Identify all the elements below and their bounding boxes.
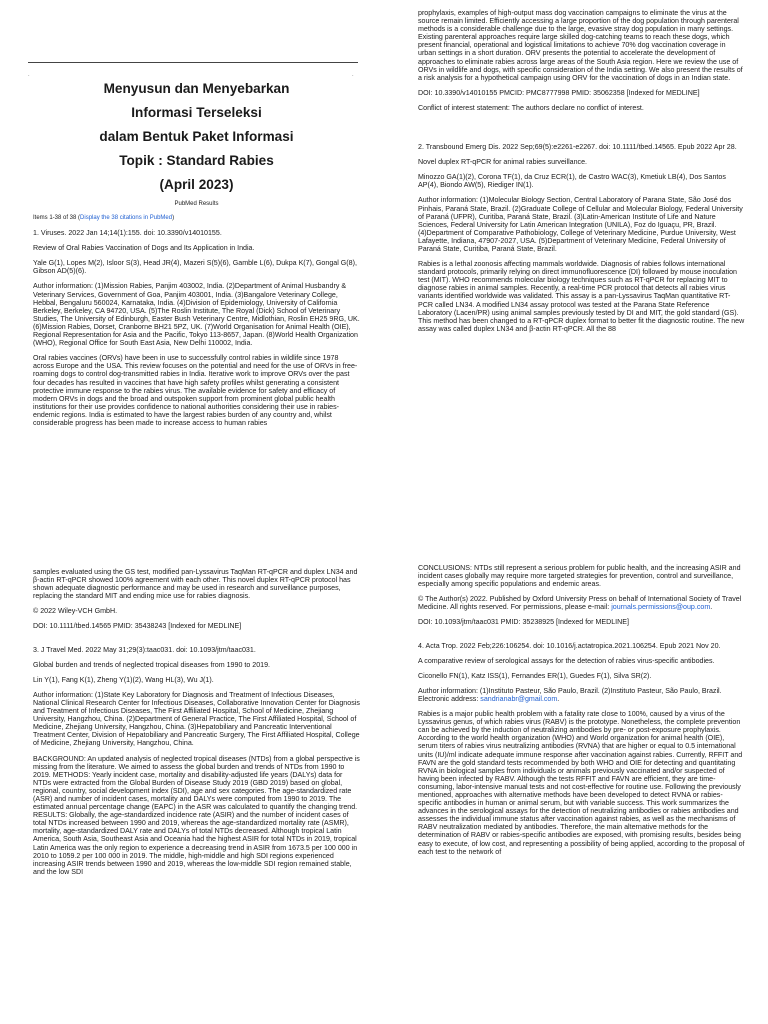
- article-title-2: Novel duplex RT-qPCR for animal rabies surveillance.: [418, 158, 588, 167]
- abstract-4: Rabies is a major public health problem with a fatality rate close to 100%, caused by a virus of the Lyssavirus genus, of which rabies virus (RABV) is the prototype. Nonetheless, the complete prevention can be achieved by the induction of neutralizing antibodies by pre- or post-exposure prophylaxis. According to the world health organization (WHO) and World organization for animal health (OIE), serum titers of rabies virus neutralizing antibodies (RVNA) that are higher or equal to 0.5 international units (IU)/ml indicate adequate immune response after vaccination against rabies. Currently, RFFIT and FAVN are the gold standard tests recommended by both WHO and OIE for detecting and quantitating RVNA in biological samples from individuals or animals previously vaccinated and/or suspected of having been infected by RABV. Although the tests RFFIT and FAVN are efficient, they are time-consuming, labor-intensive manual tests and not cost-effective for routine use. Following the previously mentioned, approaches with alternative methods have been developed to detect RVNA or rabies-specific antibodies in human or animal serum, but with variable success. This work summarizes the advances in the serological assays for the detection of neutralizing antibodies or rabies antibodies and assesses the individual immune status after vaccination against rabies, as well as the mechanisms of RABV neutralization mediated by antibodies. Therefore, the main alternative methods for the determination of RABV or rabies-specific antibodies are exposed, with promising results, besides being easy to execute, of low cost, and representing a possibility of being applied, according to the proposal of each test to the network of: [418, 710, 745, 856]
- copyright-3: © The Author(s) 2022. Published by Oxford University Press on behalf of International Society of Travel Medicine. All rights reserved. For permissions, please e-mail: journals.permissions@oup.com.: [418, 595, 742, 612]
- authors-1: Yale G(1), Lopes M(2), Isloor S(3), Head JR(4), Mazeri S(5)(6), Gamble L(6), Dukpa K(7), Gongal G(8), Gibson AD(5)(6).: [33, 259, 357, 276]
- document-page-3: [0, 512, 384, 1024]
- authors-3: Lin Y(1), Fang K(1), Zheng Y(1)(2), Wang HL(3), Wu J(1).: [33, 675, 214, 684]
- pubmed-results-subtitle: PubMed Results: [174, 201, 219, 207]
- copyright-2: © 2022 Wiley-VCH GmbH.: [33, 607, 118, 616]
- page-4-column: [418, 564, 745, 863]
- citation-4: 4. Acta Trop. 2022 Feb;226:106254. doi: 10.1016/j.actatropica.2021.106254. Epub 2021 Nov 20.: [418, 641, 721, 650]
- page-1-column: [33, 80, 360, 434]
- citation-3: 3. J Travel Med. 2022 May 31;29(3):taac031. doi: 10.1093/jtm/taac031.: [33, 645, 256, 654]
- document-title: [33, 80, 360, 193]
- doi-1: DOI: 10.3390/v14010155 PMCID: PMC8777998 PMID: 35062358 [Indexed for MEDLINE]: [418, 88, 700, 97]
- margin-mark: ·: [352, 73, 354, 79]
- conclusions-3: CONCLUSIONS: NTDs still represent a serious problem for public health, and the increasing ASIR and incident cases globally may require more targeted strategies for prevention, control and surveillance, especially among specific populations and endemic areas.: [418, 564, 741, 589]
- display-citations-link[interactable]: Display the 38 citations in PubMed: [80, 215, 173, 222]
- doi-2: DOI: 10.1111/tbed.14565 PMID: 35438243 [Indexed for MEDLINE]: [33, 622, 242, 631]
- citation-1: 1. Viruses. 2022 Jan 14;14(1):155. doi: 10.3390/v14010155.: [33, 229, 222, 238]
- title-line: Informasi Terseleksi: [131, 105, 262, 120]
- document-page-1: [0, 0, 384, 512]
- title-line: dalam Bentuk Paket Informasi: [99, 129, 294, 144]
- abstract-2-continued: samples evaluated using the GS test, modified pan-Lyssavirus TaqMan RT-qPCR and duplex LN34 and β-actin RT-qPCR showed 100% agreement with each other. This novel duplex RT-qPCR protocol has shown adequate diagnostic performance and may be used in research and surveillance purposes, replacing the standard MIT and ending mice use for rabies diagnosis.: [33, 568, 358, 601]
- affiliations-3: Author information: (1)State Key Laboratory for Diagnosis and Treatment of Infectious Diseases, National Clinical Research Center for Infectious Diseases, Collaborative Innovation Center for Diagnosis and Treatment of Infectious Diseases, The First Affiliated Hospital, School of Medicine, Zhejiang University, Hangzhou, China. (2)Department of General Practice, The First Affiliated Hospital, School of Medicine, Zhejiang University, Hangzhou, China. (3)Hepatobiliary and Pancreatic Interventional Treatment Center, Division of Hepatobiliary and Pancreatic Surgery, The First Affiliated Hospital, College of Medicine, Zhejiang University, Hangzhou, China.: [33, 690, 360, 748]
- abstract-2: Rabies is a lethal zoonosis affecting mammals worldwide. Diagnosis of rabies follows international standard protocols, primarily relying on direct immunofluorescence (DI) followed by mouse inoculation test (MIT). WHO recommends molecular biology techniques such as RT-qPCR for replacing MIT to diagnose rabies in animal samples. Recently, a real-time PCR protocol that detects all rabies virus variants identified worldwide was validated. This assay is a pan-Lyssavirus TaqMan quantitative RT-PCR called LN34. A modified LN34 assay protocol was tested at the Parana State Reference Laboratory (Lacen/PR) using animal samples previously tested by DI and MIT, the gold standard (GS). This method has been changed to a RT-qPCR duplex format to better fit the diagnostic routine. The new assay was called duplex LN34 and β-actin RT-qPCR. All the 88: [418, 260, 745, 333]
- abstract-1: Oral rabies vaccines (ORVs) have been in use to successfully control rabies in wildlife since 1978 across Europe and the USA. This review focuses on the potential and need for the use of ORVs in free-roaming dogs to control dog-transmitted rabies in India. Iterative work to improve ORVs over the past four decades has resulted in vaccines that have high safety profiles whilst generating a consistent protective immune response to the rabies virus. The available evidence for safety and efficacy of modern ORVs in dogs and the broad and outspoken support from prominent global public health institutions for their use provides confidence to national authorities considering their use in rabies-endemic regions. India is estimated to have the largest rabies burden of any country and, whilst considerable progress has been made to increase access to human rabies: [33, 354, 358, 427]
- abstract-3: BACKGROUND: An updated analysis of neglected tropical diseases (NTDs) from a global perspective is missing from the literature. We aimed to assess the global burden and trends of NTDs from 1990 to 2019. METHODS: Yearly incident case, mortality and disability-adjusted life years (DALYs) data for NTDs were extracted from the Global Burden of Disease Study 2019 (GBD 2019) based on global, regional, country, social development index (SDI), age and sex categories. The age-standardized rate (ASR) and number of incident cases, mortality and DALYs were computed from 1990 to 2019. The estimated annual percentage change (EAPC) in the ASR was calculated to quantify the changing trend. RESULTS: Globally, the age-standardized incidence rate (ASIR) and the number of incident cases of total NTDs increased between 1990 and 2019, whereas the age-standardized mortality rate (ASMR), mortality, age-standardized DALY rate and DALYs of total NTDs decreased. Although tropical Latin America, South Asia, Southeast Asia and Oceania had the highest ASIR for total NTDs in 2019, tropical Latin America was the only region to experience a decreasing trend in ASIR from 1673.5 per 100 000 in 2010 to 1059.2 per 100 000 in 2019. The middle, high-middle and high SDI regions experienced increasing ASIR trends between 1990 and 2019, whereas the low-middle SDI region remained stable, and the low SDI: [33, 754, 360, 876]
- authors-4: Ciconello FN(1), Katz ISS(1), Fernandes ER(1), Guedes F(1), Silva SR(2).: [418, 671, 652, 680]
- items-count: Items 1-38 of 38 (Display the 38 citations in PubMed): [33, 215, 175, 222]
- doi-3: DOI: 10.1093/jtm/taac031 PMID: 35238925 [Indexed for MEDLINE]: [418, 618, 629, 627]
- article-title-1: Review of Oral Rabies Vaccination of Dogs and Its Application in India.: [33, 244, 255, 253]
- affiliations-1: Author information: (1)Mission Rabies, Panjim 403002, India. (2)Department of Animal Husbandry & Veterinary Services, Government of Goa, Panjim 403001, India. (3)Bangalore Veterinary College, Hebbal, Bengaluru 560024, Karnataka, India. (4)Division of Epidemiology, University of California Berkeley, Berkeley, CA 94720, USA. (5)The Roslin Institute, The Royal (Dick) School of Veterinary Studies, The University of Edinburgh, Easter Bush Veterinary Centre, Midlothian, Roslin EH25 9RG, UK. (6)Mission Rabies, Dorset, Cranborne BH21 5PZ, UK. (7)World Organisation for Animal Health (OIE), Regional Representation for Asia and the Pacific, Tokyo 113-8657, Japan. (8)World Health Organization (WHO), Regional Office for South East Asia, New Delhi 110002, India.: [33, 282, 360, 348]
- author-email-link[interactable]: sandrianabr@gmail.com: [480, 694, 558, 703]
- affiliations-4: Author information: (1)Instituto Pasteur, São Paulo, Brazil. (2)Instituto Pasteur, São Paulo, Brazil. Electronic address: sandrianabr@gmail.com.: [418, 686, 722, 703]
- document-page-2: [384, 0, 768, 512]
- citation-2: 2. Transbound Emerg Dis. 2022 Sep;69(5):e2261-e2267. doi: 10.1111/tbed.14565. Epub 2022 Apr 28.: [418, 143, 737, 152]
- affiliations-2: Author information: (1)Molecular Biology Section, Central Laboratory of Parana State, São José dos Pinhais, Paraná State, Brazil. (2)Graduate College of Cellular and Molecular Biology, Federal University of Paraná (UFPR), Curitiba, Paraná State, Brazil. (3)Latin-American Institute of Life and Nature Sciences, Federal University for Latin American Integration (UNILA), Foz do Iguaçu, PR, Brazil. (4)Department of Comparative Pathobiology, College of Veterinary Medicine, Purdue University, West Lafayette, Indiana, 47907-2027, USA. (5)Department of Veterinary Medicine, Federal University of Paraná State, Curitiba, Paraná State, Brazil.: [418, 196, 743, 253]
- article-title-3: Global burden and trends of neglected tropical diseases from 1990 to 2019.: [33, 660, 271, 669]
- title-line: (April 2023): [159, 177, 234, 192]
- permissions-email-link[interactable]: journals.permissions@oup.com: [611, 603, 711, 612]
- abstract-1-continued: prophylaxis, examples of high-output mass dog vaccination campaigns to eliminate the virus at the source remain limited. Efficiently accessing a large proportion of the dog population through parenteral methods is a considerable challenge due to the large, evasive stray dog population in many settings. Existing parenteral approaches require large skilled dog-catching teams to reach these dogs, which present financial, operational and logistical limitations to achieve 70% dog vaccination coverage in urban settings in a short duration. ORV presents the potential to accelerate the development of approaches to eliminate rabies across large areas of the South Asia region. Here we review the use of ORVs in wildlife and dogs, with specific consideration of the India setting. We also present the results of a risk analysis for a hypothetical campaign using ORV for the vaccination of dogs in an Indian state.: [418, 9, 743, 82]
- page-2-column: [418, 9, 745, 340]
- margin-mark: ·: [28, 73, 30, 79]
- page-3-column: [33, 568, 360, 883]
- header-rule: [28, 62, 358, 63]
- title-line: Menyusun dan Menyebarkan: [103, 81, 290, 96]
- article-title-4: A comparative review of serological assays for the detection of rabies virus-specific antibodies.: [418, 656, 715, 665]
- authors-2: Minozzo GA(1)(2), Corona TF(1), da Cruz ECR(1), de Castro WAC(3), Kmetiuk LB(4), Dos Santos AP(4), Biondo AW(5), Riediger IN(1).: [418, 173, 726, 190]
- title-line: Topik : Standard Rabies: [119, 153, 274, 168]
- document-page-4: [384, 512, 768, 1024]
- conflict-statement-1: Conflict of interest statement: The authors declare no conflict of interest.: [418, 103, 644, 112]
